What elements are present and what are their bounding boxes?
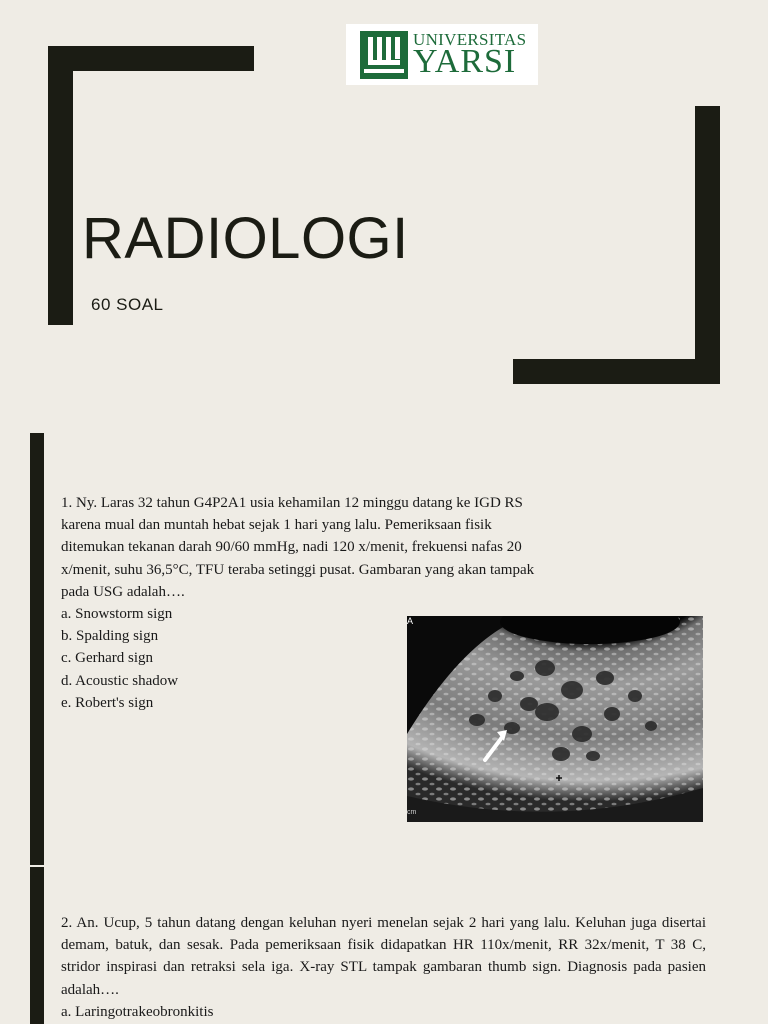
question-2-stem: 2. An. Ucup, 5 tahun datang dengan keluhan nyeri menelan sejak 2 hari yang lalu. Keluhan juga disertai demam, batuk, dan sesak. Pada pemeriksaan fisik didapatkan HR 110x/menit, RR 32x/menit, T 38 C, stridor inspirasi dan retraksi sela iga. X-ray STL tampak gambaran thumb sign. Diagnosis pada pasien adalah…. xyxy=(61,915,706,998)
logo-text-yarsi: YARSI xyxy=(413,43,517,80)
frame-bottom-right-vertical xyxy=(695,106,720,384)
ultrasound-label: A xyxy=(407,616,414,626)
question-1-option-e: e. Robert's sign xyxy=(61,694,154,711)
page-title: RADIOLOGI xyxy=(82,206,409,271)
frame-top-left-horizontal xyxy=(48,46,254,71)
university-logo xyxy=(346,24,538,85)
question-1-option-a: a. Snowstorm sign xyxy=(61,606,173,623)
question-1-option-b: b. Spalding sign xyxy=(61,628,159,645)
ultrasound-unit: cm xyxy=(407,809,417,816)
question-1-option-d: d. Acoustic shadow xyxy=(61,672,179,689)
page-accent-bar-2 xyxy=(30,867,44,1024)
frame-top-left-vertical xyxy=(48,46,73,325)
yarsi-emblem-icon xyxy=(360,31,408,79)
page-accent-bar xyxy=(30,433,44,865)
question-1-stem: 1. Ny. Laras 32 tahun G4P2A1 usia kehamilan 12 minggu datang ke IGD RS karena mual dan muntah hebat sejak 1 hari yang lalu. Pemeriksaan fisik ditemukan tekanan darah 90/60 mmHg, nadi 120 x/menit, frekuensi nafas 20 x/menit, suhu 36,5°C, TFU teraba setinggi pusat. Gambaran yang akan tampak pada USG adalah…. xyxy=(61,495,535,600)
logo-text-universitas: UNIVERSITAS xyxy=(413,30,527,49)
ultrasound-image xyxy=(407,616,703,822)
frame-bottom-right-horizontal xyxy=(513,359,720,384)
page-subtitle: 60 SOAL xyxy=(91,295,164,314)
question-2 xyxy=(61,912,706,1023)
question-2-option-a: a. Laringotrakeobronkitis xyxy=(61,1003,214,1020)
question-1-option-c: c. Gerhard sign xyxy=(61,650,154,667)
